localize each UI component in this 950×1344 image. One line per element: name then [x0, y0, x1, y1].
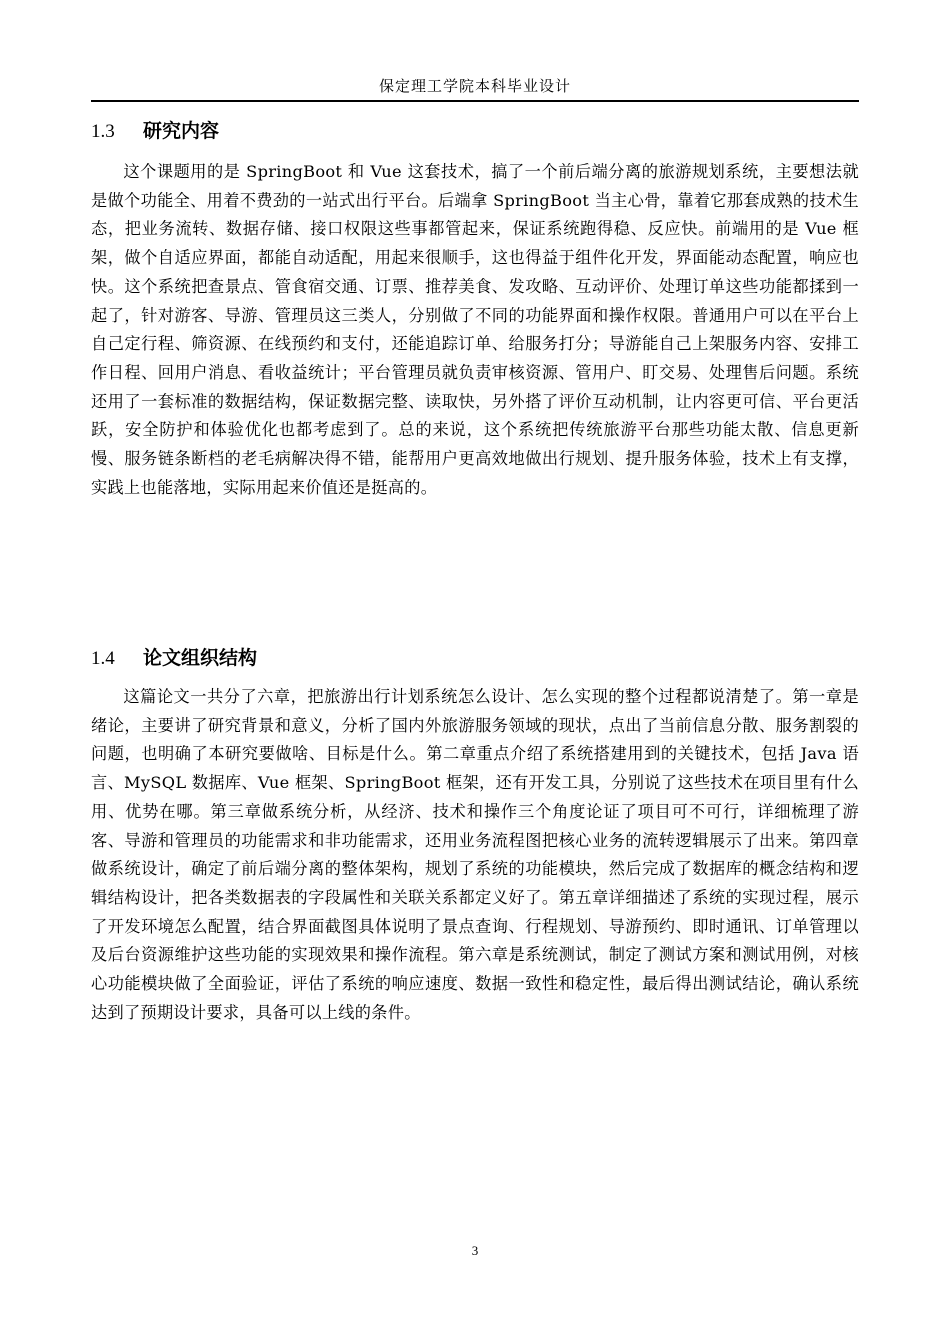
- page-number: 3: [471, 1243, 479, 1258]
- section-paragraph: 这篇论文一共分了六章，把旅游出行计划系统怎么设计、怎么实现的整个过程都说清楚了。第一章是绪论，主要讲了研究背景和意义，分析了国内外旅游服务领域的现状，点出了当前信息分散、服务割裂的问题，也明确了本研究要做啥、目标是什么。第二章重点介绍了系统搭建用到的关键技术，包括 Java 语言、MySQL 数据库、Vue 框架、SpringBoot 框架，还有开发工具，分别说了这些技术在项目里有什么用、优势在哪。第三章做系统分析，从经济、技术和操作三个角度论证了项目可不可行，详细梳理了游客、导游和管理员的功能需求和非功能需求，还用业务流程图把核心业务的流转逻辑展示了出来。第四章做系统设计，确定了前后端分离的整体架构，规划了系统的功能模块，然后完成了数据库的概念结构和逻辑结构设计，把各类数据表的字段属性和关联关系都定义好了。第五章详细描述了系统的实现过程，展示了开发环境怎么配置，结合界面截图具体说明了景点查询、行程规划、导游预约、即时通讯、订单管理以及后台资源维护这些功能的实现效果和操作流程。第六章是系统测试，制定了测试方案和测试用例，对核心功能模块做了全面验证，评估了系统的响应速度、数据一致性和稳定性，最后得出测试结论，确认系统达到了预期设计要求，具备可以上线的条件。: [91, 687, 859, 1022]
- header-divider: [91, 100, 859, 102]
- section-heading: [91, 645, 859, 671]
- section-paragraph: 这个课题用的是 SpringBoot 和 Vue 这套技术，搞了一个前后端分离的旅游规划系统，主要想法就是做个功能全、用着不费劲的一站式出行平台。后端拿 SpringBoot 当主心骨，靠着它那套成熟的技术生态，把业务流转、数据存储、接口权限这些事都管起来，保证系统跑得稳、反应快。前端用的是 Vue 框架，做个自适应界面，都能自动适配，用起来很顺手，这也得益于组件化开发，界面能动态配置，响应也快。这个系统把查景点、管食宿交通、订票、推荐美食、发攻略、互动评价、处理订单这些功能都揉到一起了，针对游客、导游、管理员这三类人，分别做了不同的功能界面和操作权限。普通用户可以在平台上自己定行程、筛资源、在线预约和支付，还能追踪订单、给服务打分；导游能自己上架服务内容、安排工作日程、回用户消息、看收益统计；平台管理员就负责审核资源、管用户、盯交易、处理售后问题。系统还用了一套标准的数据结构，保证数据完整、读取快，另外搭了评价互动机制，让内容更可信、平台更活跃，安全防护和体验优化也都考虑到了。总的来说，这个系统把传统旅游平台那些功能太散、信息更新慢、服务链条断档的老毛病解决得不错，能帮用户更高效地做出行规划、提升服务体验，技术上有支撑，实践上也能落地，实际用起来价值还是挺高的。: [91, 162, 859, 497]
- section-number: 1.3: [91, 121, 115, 142]
- section-title: 研究内容: [143, 120, 220, 142]
- section-thesis-structure: [91, 645, 859, 1027]
- page-header-title: 保定理工学院本科毕业设计: [378, 77, 571, 95]
- section-number: 1.4: [91, 648, 115, 669]
- section-heading: [91, 118, 859, 144]
- section-title: 论文组织结构: [143, 647, 258, 669]
- section-research-content: [91, 118, 859, 502]
